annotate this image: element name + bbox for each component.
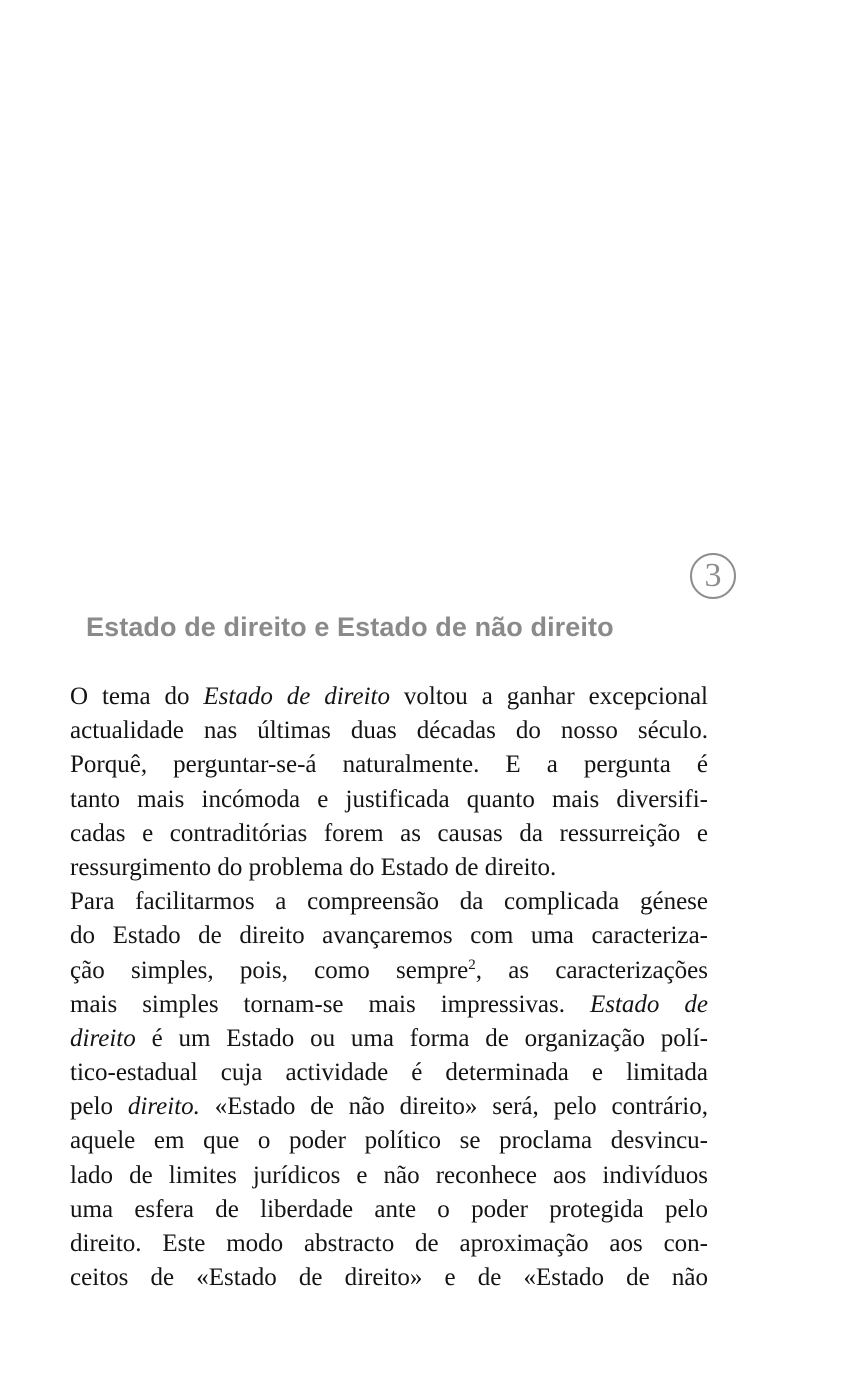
text-run: do Estado de direito avançaremos com uma caracteriza- [70, 922, 708, 950]
chapter-number-badge: 3 [690, 553, 736, 599]
text-line [70, 919, 708, 953]
text-run: uma esfera de liberdade ante o poder protegida pelo [70, 1195, 708, 1223]
body-text [70, 680, 708, 1295]
text-run: Para facilitarmos a compreensão da complicada génese [70, 888, 708, 916]
italic-text: direito. [127, 1093, 200, 1121]
italic-text: direito [70, 1024, 136, 1052]
text-run: , as caracterizações [475, 956, 708, 984]
text-line [70, 1227, 708, 1261]
text-line [70, 680, 708, 714]
text-line [70, 988, 708, 1022]
text-run: voltou a ganhar excepcional [389, 683, 709, 710]
text-line [70, 954, 708, 988]
text-run: cadas e contraditórias forem as causas da ressurreição e [70, 819, 708, 847]
text-line [70, 817, 708, 851]
text-line [70, 748, 708, 782]
text-run: lado de limites jurídicos e não reconhece aos indivíduos [70, 1161, 708, 1189]
text-run: pelo [70, 1093, 128, 1121]
text-run: actualidade nas últimas duas décadas do nosso século. [70, 717, 708, 745]
text-run: tico-estadual cuja actividade é determinada e limitada [70, 1059, 708, 1087]
paragraph [70, 680, 708, 885]
italic-text: Estado de [589, 990, 708, 1018]
text-run: ção simples, pois, como sempre [70, 956, 469, 984]
text-run: é um Estado ou uma forma de organização polí- [135, 1024, 708, 1052]
italic-text: Estado de direito [203, 683, 390, 710]
text-run: mais simples tornam-se mais impressivas. [70, 990, 590, 1018]
text-line [70, 1124, 708, 1158]
text-line [70, 1159, 708, 1193]
text-run: ceitos de «Estado de direito» e de «Estado de não [70, 1264, 708, 1292]
chapter-title: Estado de direito e Estado de não direito [86, 612, 614, 642]
text-run: O tema do [70, 683, 204, 710]
text-line [70, 714, 708, 748]
text-line [70, 1090, 708, 1124]
text-line [70, 1022, 708, 1056]
text-run: ressurgimento do problema do Estado de direito. [70, 853, 557, 881]
footnote-ref: 2 [468, 956, 476, 973]
text-line [70, 783, 708, 817]
text-run: direito. Este modo abstracto de aproximação aos con- [70, 1230, 708, 1257]
text-line [70, 885, 708, 919]
text-line [70, 851, 708, 885]
paragraph [70, 885, 708, 1295]
text-run: aquele em que o poder político se proclama desvincu- [70, 1127, 708, 1155]
text-run: Porquê, perguntar-se-á naturalmente. E a pergunta é [70, 751, 708, 779]
text-run: tanto mais incómoda e justificada quanto mais diversifi- [70, 785, 708, 813]
text-run: «Estado de não direito» será, pelo contrário, [199, 1093, 708, 1121]
text-line [70, 1193, 708, 1227]
text-line [70, 1261, 708, 1295]
text-line [70, 1056, 708, 1090]
